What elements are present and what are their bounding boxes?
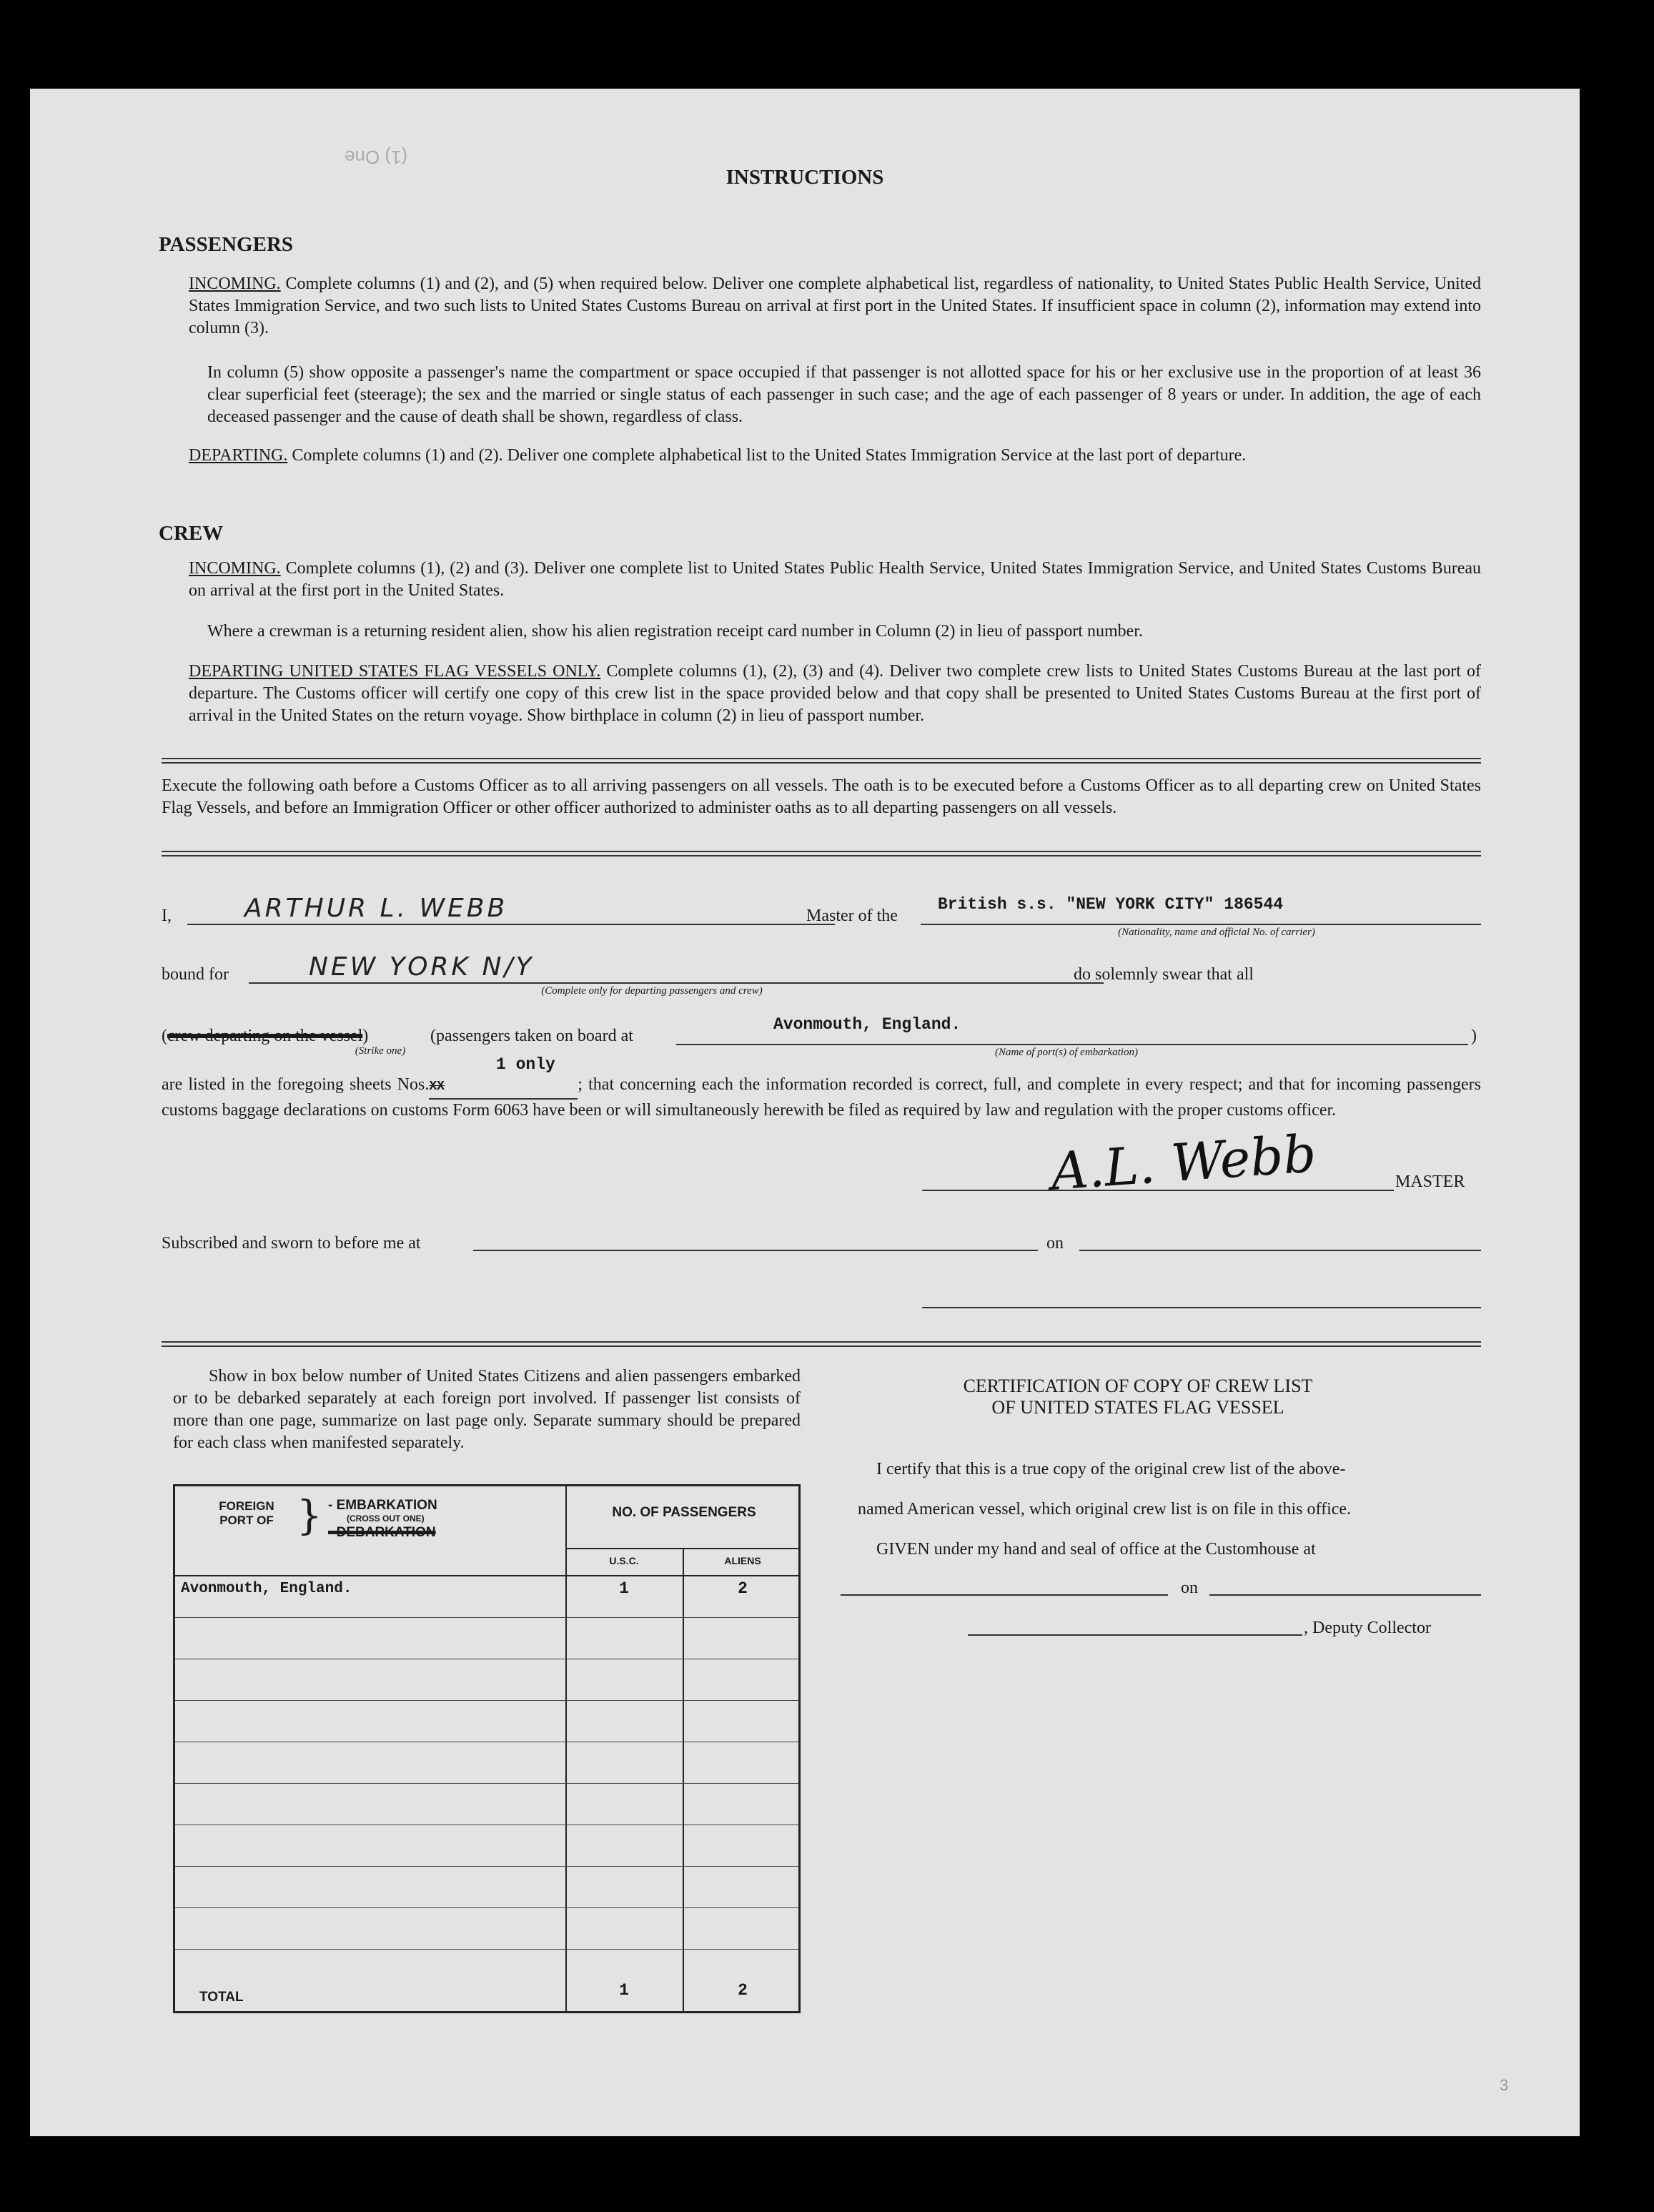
page-number: 3 [1500,2076,1509,2094]
bound-for-caption: (Complete only for departing passengers and crew) [541,985,763,997]
crew-heading: CREW [159,522,224,545]
crew-departing-text: Complete columns (1), (2), (3) and (4). Deliver two complete crew lists to United States Customs Bureau at the last port of departure. The Customs officer will certify one copy of this crew list in the space provided below and that copy shall be presented to United States Customs Bureau at the first port of arrival in the United States on the return voyage. Show birthplace in column (2) in lieu of passport number. [189,662,1481,725]
certification-text-2: named American vessel, which original crew list is on file in this office. [858,1500,1352,1519]
total-usc: 1 [619,1981,629,2000]
table-row-line [175,1949,798,1950]
certification-given: GIVEN under my hand and seal of office at the Customhouse at [876,1540,1316,1559]
close-paren: ) [362,1027,369,1045]
crew-passengers-choice [162,1025,368,1047]
embarkation-caption: (Name of port(s) of embarkation) [995,1047,1138,1058]
crew-incoming-label: INCOMING. [189,559,281,578]
sheets-typed: 1 only [496,1055,555,1074]
master-label: MASTER [1395,1172,1465,1191]
sheets-field [429,1074,578,1100]
passengers-departing-label: DEPARTING. [189,446,288,465]
cross-out-label: (CROSS OUT ONE) [347,1514,425,1524]
top-margin-note: (1) One [345,147,408,168]
embarkation-line [676,1044,1468,1045]
vessel-typed: British s.s. "NEW YORK CITY" 186544 [938,895,1284,914]
bound-for-handwritten: NEW YORK N/Y [309,952,535,982]
document-page [30,89,1580,2136]
crew-departing-label: DEPARTING UNITED STATES FLAG VESSELS ONLY. [189,662,601,681]
open-paren: ( [162,1027,167,1045]
passengers-departing-text: Complete columns (1) and (2). Deliver one complete alphabetical list to the United States Immigration Service at the last port of departure. [287,446,1247,465]
row-port: Avonmouth, England. [181,1581,352,1597]
deputy-signature-line [968,1634,1302,1636]
officer-signature-line [922,1307,1481,1308]
embarkation-label: - EMBARKATION [328,1498,437,1513]
table-row-line [175,1783,798,1784]
subscribed-on-label: on [1046,1234,1064,1253]
instructions-title: INSTRUCTIONS [726,166,884,189]
divider [162,1341,1481,1347]
table-header-bottom [175,1575,798,1576]
row-aliens: 2 [738,1579,748,1598]
passengers-heading: PASSENGERS [159,233,294,256]
row-usc: 1 [619,1579,629,1598]
certification-on-label: on [1181,1579,1198,1597]
master-signature: A.L. Webb [1049,1123,1318,1202]
subscribed-label: Subscribed and sworn to before me at [162,1234,421,1253]
crew-departing-paragraph [189,661,1481,727]
aliens-label: ALIENS [724,1555,761,1566]
oath-instructions: Execute the following oath before a Customs Officer as to all arriving passengers on all vessels. The oath is to be executed before a Customs Officer as to all departing crew on United States Flag Vessels, and before an Immigration Officer or other officer authorized to administer oaths as to all departing passengers on all vessels. [162,776,1481,817]
crew-incoming-text: Complete columns (1), (2) and (3). Deliver one complete list to United States Public Health Service, United States Immigration Service, and United States Customs Bureau on arrival at the first port in the United States. [189,559,1481,600]
certification-title-1: CERTIFICATION OF COPY OF CREW LIST [963,1376,1313,1396]
sheets-struck: XX [429,1080,445,1094]
passengers-taken-label: (passengers taken on board at [430,1027,633,1045]
passengers-column5-paragraph: In column (5) show opposite a passenger's name the compartment or space occupied if that passenger is not allotted space for his or her exclusive use in the proportion of at least 36 clear superficial feet (steerage); the sex and the married or single status of each passenger in such case; and the age of each passenger of 8 years or under. In addition, the age of each deceased passenger and the cause of death shall be shown, regardless of class. [207,363,1481,426]
foreign-port-label: FOREIGN PORT OF [219,1499,274,1527]
swear-label: do solemnly swear that all [1074,965,1254,984]
usc-label: U.S.C. [609,1555,639,1566]
customhouse-line [841,1594,1168,1596]
strike-caption: (Strike one) [355,1045,406,1057]
debarkation-label-struck: - DEBARKATION [328,1525,436,1540]
passengers-incoming-text: Complete columns (1) and (2), and (5) when required below. Deliver one complete alphabetical list, regardless of nationality, to United States Public Health Service, United States Immigration Service, and two such lists to United States Customs Bureau on arrival at first port in the United States. If insufficient space in column (2), information may extend into column (3). [189,275,1481,337]
brace-icon: } [297,1493,322,1539]
embarkation-typed: Avonmouth, England. [773,1015,961,1034]
master-name-handwritten: ARTHUR L. WEBB [244,894,508,923]
bound-for-line [249,982,1104,984]
subscribed-date-line [1079,1250,1481,1251]
crew-resident-paragraph: Where a crewman is a returning resident alien, show his alien registration receipt card number in Column (2) in lieu of passport number. [207,622,1143,641]
oath-i-label: I, [162,907,172,925]
no-of-passengers-label: NO. OF PASSENGERS [612,1505,756,1520]
passengers-incoming-label: INCOMING. [189,275,281,293]
oath-statement: ; that concerning each the information recorded is correct, full, and complete in every respect; and that for incoming passengers customs baggage declarations on customs Form 6063 have been or will simultaneously herewith be filed as required by law and regulation with the proper customs officer. [162,1075,1481,1120]
total-aliens: 2 [738,1981,748,2000]
passengers-departing-paragraph [189,445,1481,467]
passenger-summary-table [173,1484,801,2013]
vessel-caption: (Nationality, name and official No. of carrier) [1118,927,1315,938]
sheets-statement [162,1074,1481,1122]
bound-for-label: bound for [162,965,229,984]
table-row-line [175,1866,798,1867]
close-paren: ) [1471,1027,1477,1045]
subscribed-place-line [473,1250,1038,1251]
vessel-line [921,924,1481,925]
table-row-line [175,1700,798,1701]
certification-text-1: I certify that this is a true copy of the original crew list of the above- [876,1460,1346,1478]
table-row-line [175,1907,798,1908]
passengers-incoming-paragraph [189,273,1481,340]
crew-struck-text: crew departing on the vessel [167,1027,363,1045]
total-label: TOTAL [199,1990,244,2005]
certification-title-2: OF UNITED STATES FLAG VESSEL [991,1397,1284,1418]
divider [162,758,1481,764]
table-header-divider [565,1548,798,1549]
divider [162,851,1481,856]
certification-date-line [1209,1594,1481,1596]
deputy-collector-label: , Deputy Collector [1304,1619,1431,1637]
master-name-line [187,924,835,925]
master-of-label: Master of the [806,907,898,925]
signature-line [922,1190,1394,1191]
sheets-label: are listed in the foregoing sheets Nos. [162,1075,430,1094]
summary-instructions: Show in box below number of United States Citizens and alien passengers embarked or to be debarked separately at each foreign port involved. If passenger list consists of more than one page, summarize on last page only. Separate summary should be prepared for each class when manifested separately. [173,1367,801,1452]
crew-incoming-paragraph [189,558,1481,602]
table-row-line [175,1617,798,1618]
